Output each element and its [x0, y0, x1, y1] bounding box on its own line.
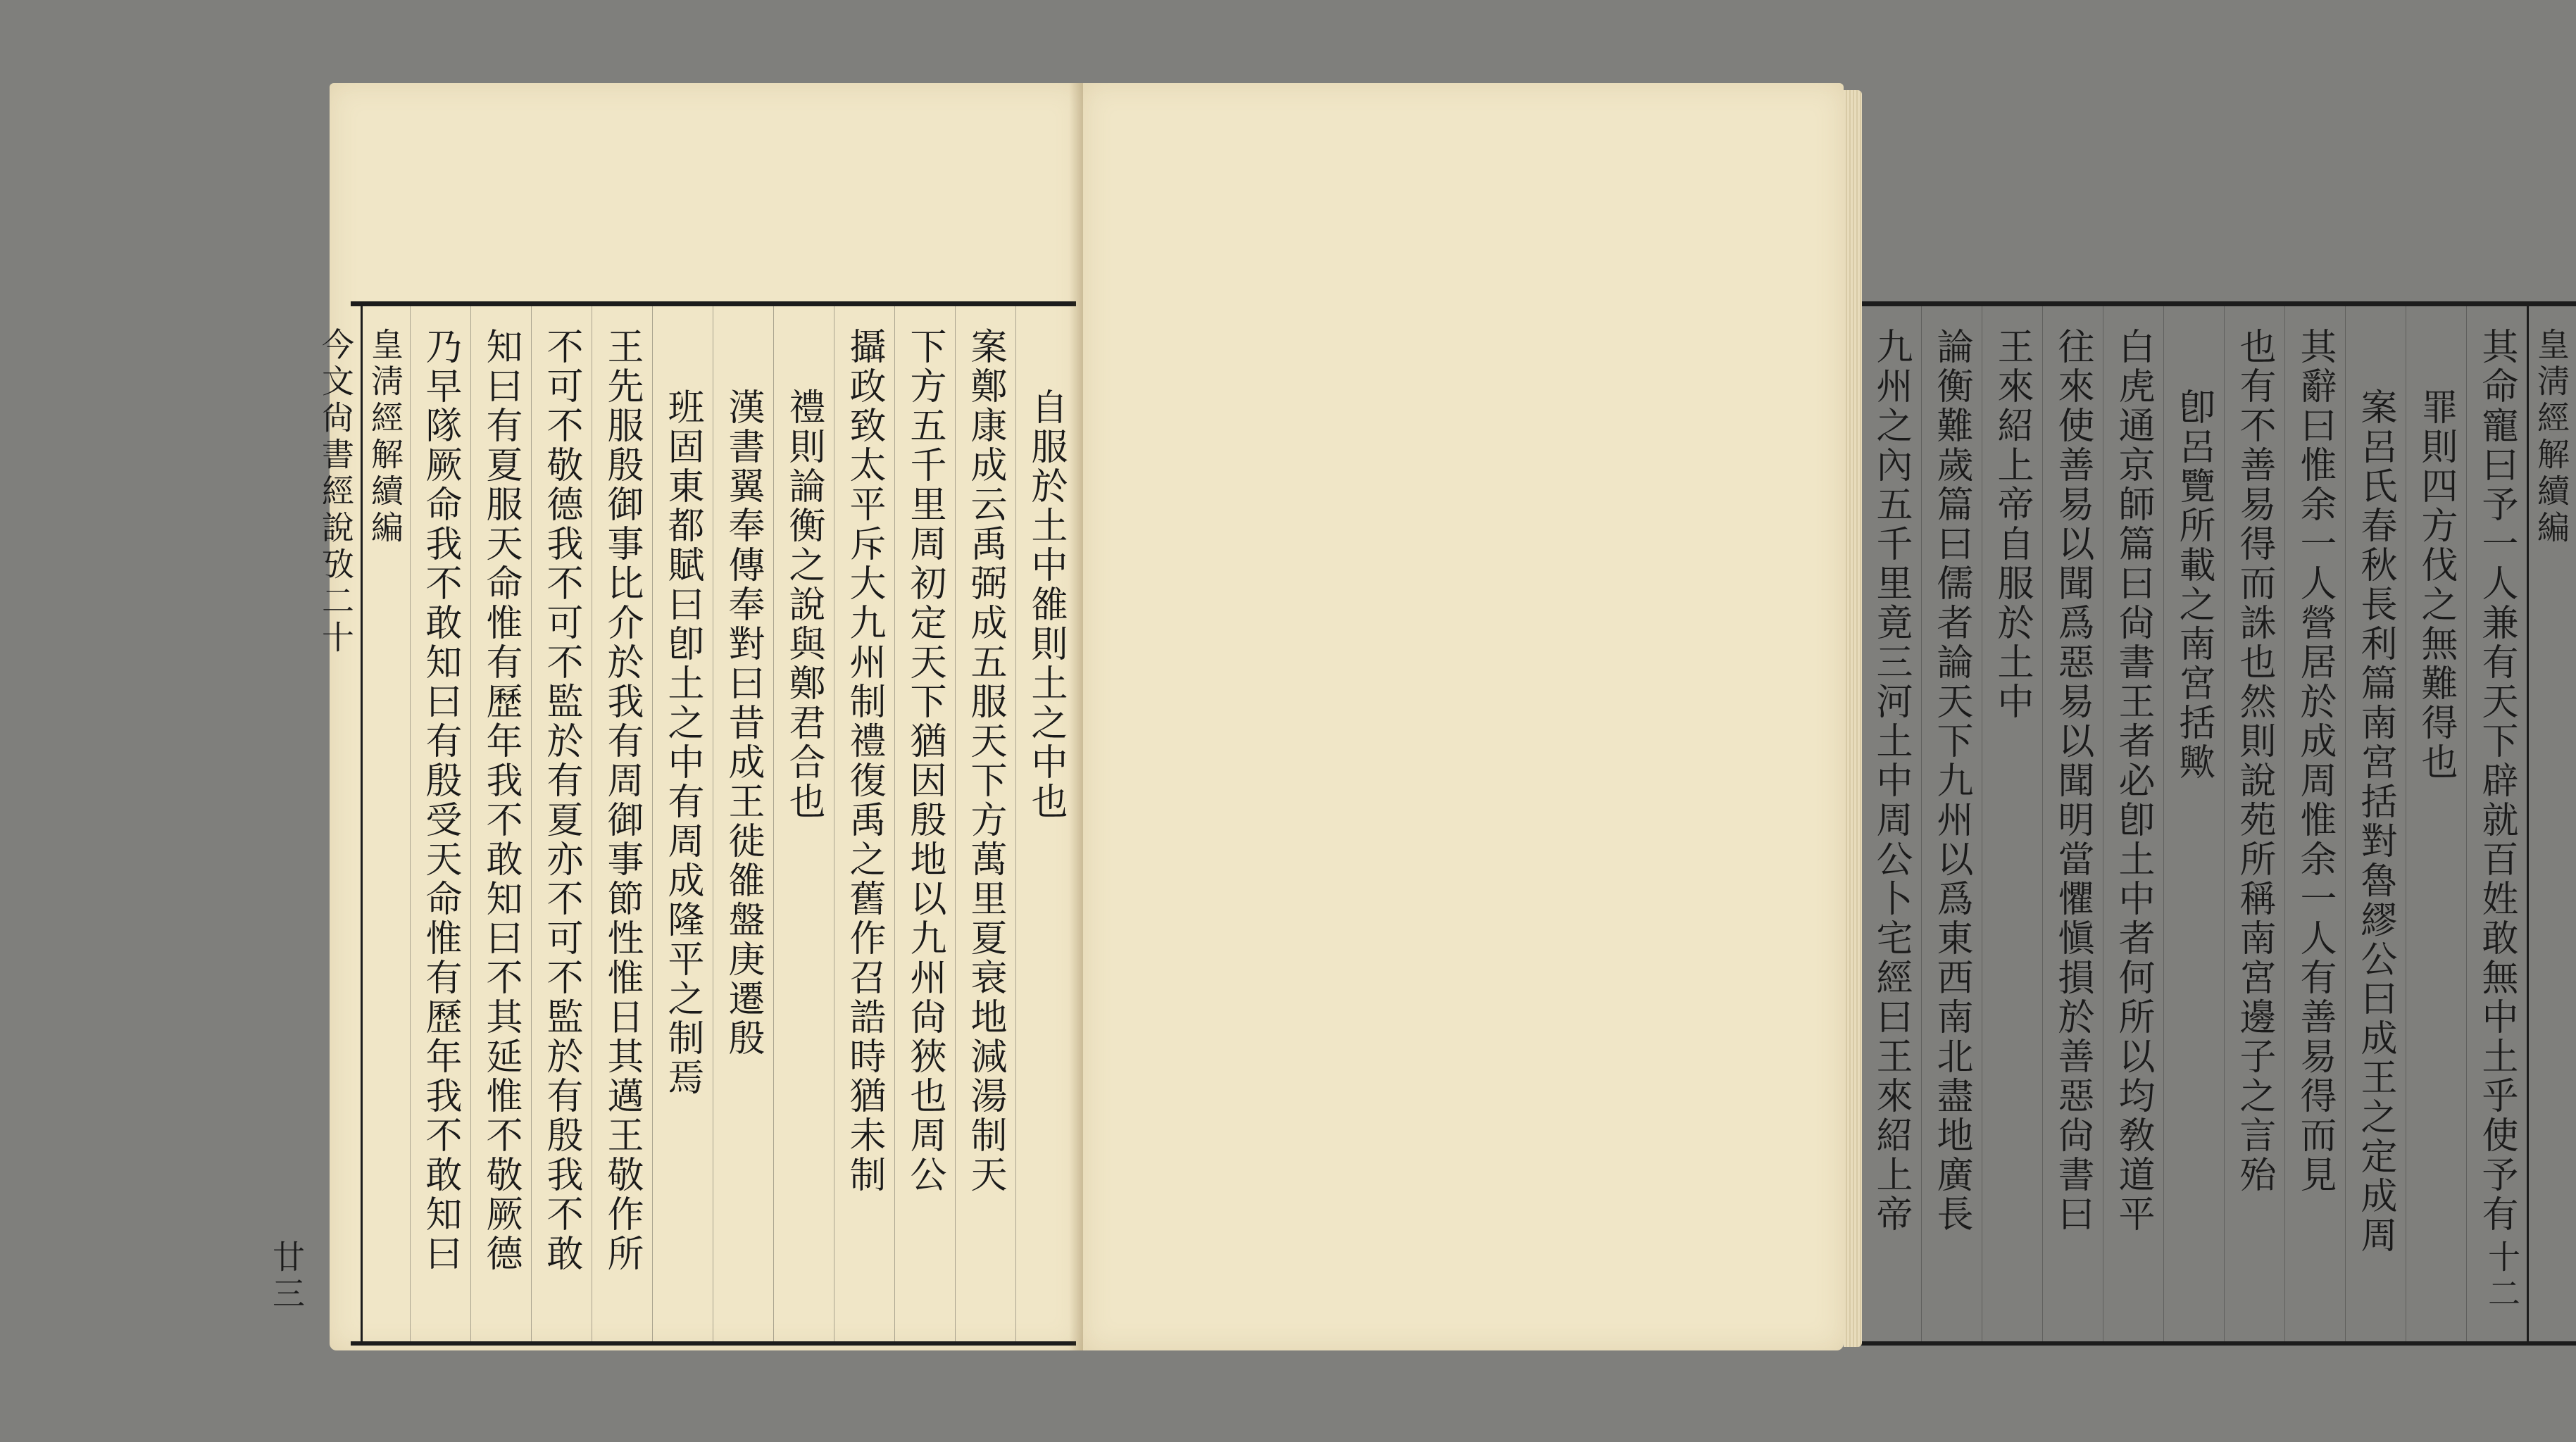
right-text-column: 往來使善易以聞爲惡易以聞明當懼愼損於善惡尙書曰 — [2042, 306, 2103, 1341]
right-text-column: 其辭曰惟余一人營居於成周惟余一人有善易得而見 — [2284, 306, 2345, 1341]
right-text-column: 論衡難歲篇曰儒者論天下九州以爲東西南北盡地廣長 — [1921, 306, 1982, 1341]
left-margin-title: 皇淸經解續編 — [366, 327, 404, 547]
left-columns — [268, 306, 1076, 1341]
right-margin-title: 皇淸經解續編 — [2532, 327, 2570, 547]
left-text-column: 乃早隊厥命我不敢知曰有殷受天命惟有歷年我不敢知曰 — [410, 306, 470, 1341]
left-text-column: 班固東都賦曰卽土之中有周成隆平之制焉 — [652, 306, 713, 1341]
right-text-column: 也有不善易得而誅也然則說苑所稱南宮邊子之言殆 — [2224, 306, 2284, 1341]
right-text-column: 其命寵曰予一人兼有天下辟就百姓敢無中土乎使予有 — [2466, 306, 2527, 1341]
right-folio-number: 十二 — [2483, 1240, 2521, 1313]
left-text-column: 下方五千里周初定天下猶因殷地以九州尙狹也周公 — [894, 306, 955, 1341]
open-book — [268, 83, 2570, 1350]
page-edges — [1844, 90, 1862, 1347]
left-folio-number: 廿三 — [268, 1240, 306, 1313]
right-text-column: 案呂氏春秋長利篇南宮括對魯繆公曰成王之定成周 — [2345, 306, 2406, 1341]
left-text-column: 自服於土中雒則土之中也 — [1015, 306, 1076, 1341]
right-text-column: 九州之內五千里竟三河土中周公卜宅經曰王來紹上帝 — [1861, 306, 1921, 1341]
right-page — [1083, 83, 2570, 1350]
left-margin-subtitle: 今文尙書經說攷二十 — [317, 327, 355, 657]
left-text-column: 禮則論衡之說與鄭君合也 — [773, 306, 834, 1341]
left-text-frame — [268, 301, 1076, 1346]
right-text-column: 卽呂覽所載之南宮括歟 — [2163, 306, 2224, 1341]
left-text-column: 知曰有夏服天命惟有歷年我不敢知曰不其延惟不敬厥德 — [470, 306, 531, 1341]
left-text-column: 王先服殷御事比介於我有周御事節性惟日其邁王敬作所 — [592, 306, 652, 1341]
right-text-column: 王來紹上帝自服於土中 — [1982, 306, 2042, 1341]
left-text-column: 不可不敬德我不可不監於有夏亦不可不監於有殷我不敢 — [531, 306, 592, 1341]
right-columns — [1851, 306, 2576, 1341]
left-text-column: 案鄭康成云禹弼成五服天下方萬里夏衰地減湯制天 — [955, 306, 1015, 1341]
right-text-column: 罪則四方伐之無難得也 — [2406, 306, 2466, 1341]
left-text-column: 攝政致太平斥大九州制禮復禹之舊作召誥時猶未制 — [834, 306, 894, 1341]
left-page — [268, 83, 1083, 1350]
right-text-column: 白虎通京師篇曰尙書王者必卽土中者何所以均敎道平 — [2103, 306, 2163, 1341]
left-text-column: 漢書翼奉傳奉對曰昔成王徙雒盤庚遷殷 — [713, 306, 773, 1341]
left-margin-column — [268, 306, 410, 1341]
right-text-frame — [1851, 301, 2576, 1346]
